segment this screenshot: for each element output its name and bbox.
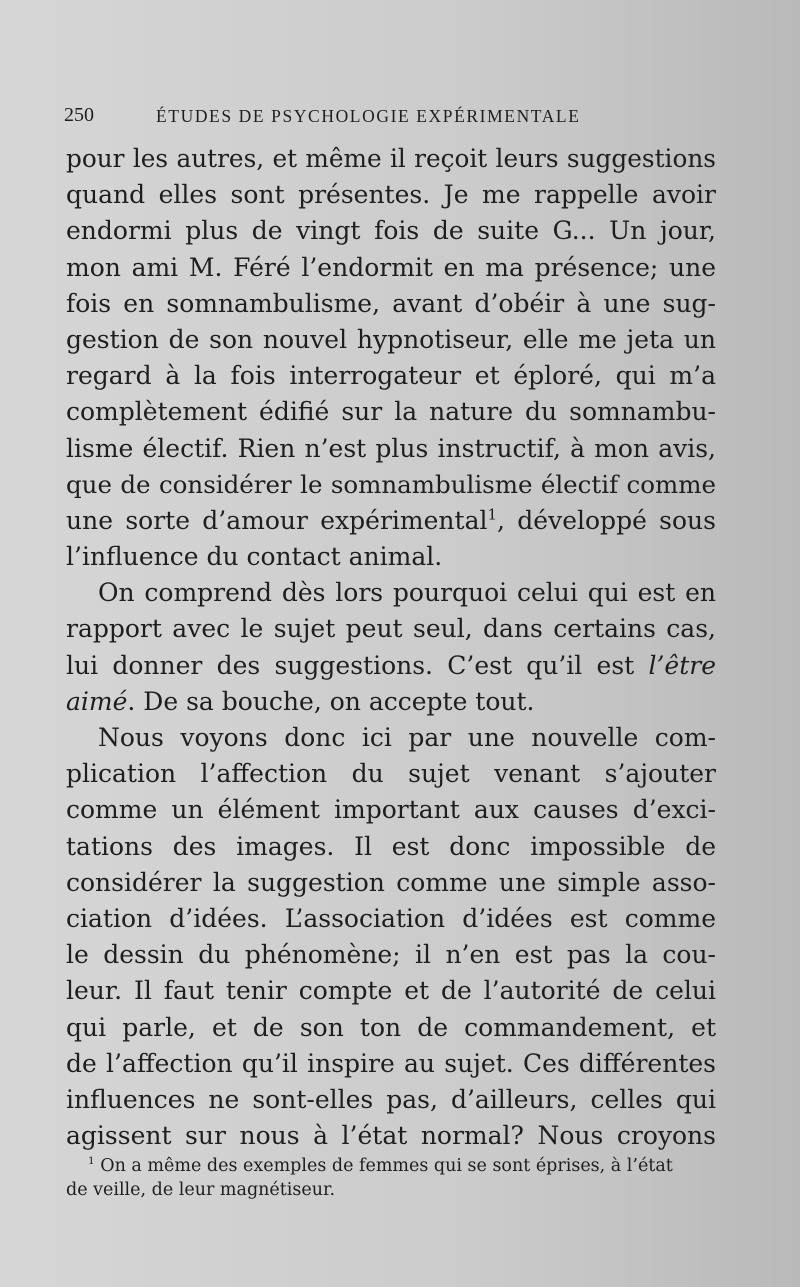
text-line: que de considérer le somnambulisme électif comme — [66, 469, 716, 499]
text-line: leur. Il faut tenir compte et de l’autorité de celui — [66, 976, 716, 1006]
text-line — [66, 684, 716, 720]
italic-text: aimé — [66, 686, 128, 716]
text-line: considérer la suggestion comme une simple asso- — [66, 867, 716, 897]
text-line: endormi plus de vingt fois de suite G... Un jour, — [66, 216, 716, 246]
text-line: agissent sur nous à l’état normal? Nous croyons — [66, 1121, 716, 1151]
text-line: plication l’affection du sujet venant s’ajouter — [66, 759, 716, 789]
text-line: mon ami M. Féré l’endormit en ma présence; une — [66, 252, 716, 282]
footnote — [66, 1154, 716, 1202]
text-line: tations des images. Il est donc impossible de — [66, 831, 716, 861]
text-line: quand elles sont présentes. Je me rappelle avoir — [66, 180, 716, 210]
italic-text: l’être — [648, 650, 716, 680]
text-line: le dessin du phénomène; il n’en est pas la cou- — [66, 940, 716, 970]
text-segment: une sorte d’amour expérimental — [66, 505, 488, 535]
text-line: fois en somnambulisme, avant d’obéir à une sug- — [66, 288, 716, 318]
text-line: regard à la fois interrogateur et éploré, qui m’a — [66, 361, 716, 391]
text-line: On comprend dès lors pourquoi celui qui est en — [98, 578, 716, 608]
footnote-line: de veille, de leur magnétiseur. — [66, 1180, 336, 1200]
page-number: 250 — [64, 104, 94, 126]
footnote-reference: 1 — [487, 505, 498, 524]
text-line: Nous voyons donc ici par une nouvelle com- — [98, 723, 716, 752]
text-line — [66, 503, 716, 539]
footnote-line — [66, 1154, 716, 1178]
text-segment: , développé sous — [497, 505, 716, 535]
running-head — [64, 104, 714, 130]
footnote-mark: 1 — [88, 1155, 95, 1168]
text-segment: lui donner des suggestions. C’est qu’il est — [66, 650, 649, 680]
text-line: qui parle, et de son ton de commandement, et — [66, 1012, 716, 1042]
footnote-text: On a même des exemples de femmes qui se sont éprises, à l’état — [94, 1156, 673, 1176]
running-title: ÉTUDES DE PSYCHOLOGIE EXPÉRIMENTALE — [156, 106, 581, 126]
text-line: pour les autres, et même il reçoit leurs suggestions — [66, 144, 716, 173]
body-text — [66, 141, 716, 1154]
text-line: lisme électif. Rien n’est plus instructif, à mon avis, — [66, 433, 716, 463]
text-line: ciation d’idées. L’association d’idées est comme — [66, 903, 716, 933]
text-line: influences ne sont-elles pas, d’ailleurs, celles qui — [66, 1084, 716, 1114]
text-line: l’influence du contact animal. — [66, 542, 443, 572]
text-line: rapport avec le sujet peut seul, dans certains cas, — [66, 614, 716, 644]
text-line — [66, 648, 716, 684]
text-line: comme un élément important aux causes d’exci- — [66, 795, 716, 825]
text-line: de l’affection qu’il inspire au sujet. Ces différentes — [66, 1048, 716, 1078]
text-segment: . De sa bouche, on accepte tout. — [127, 686, 535, 716]
text-line: complètement édifié sur la nature du somnambu- — [66, 397, 716, 427]
text-line: gestion de son nouvel hypnotiseur, elle me jeta un — [66, 324, 716, 354]
